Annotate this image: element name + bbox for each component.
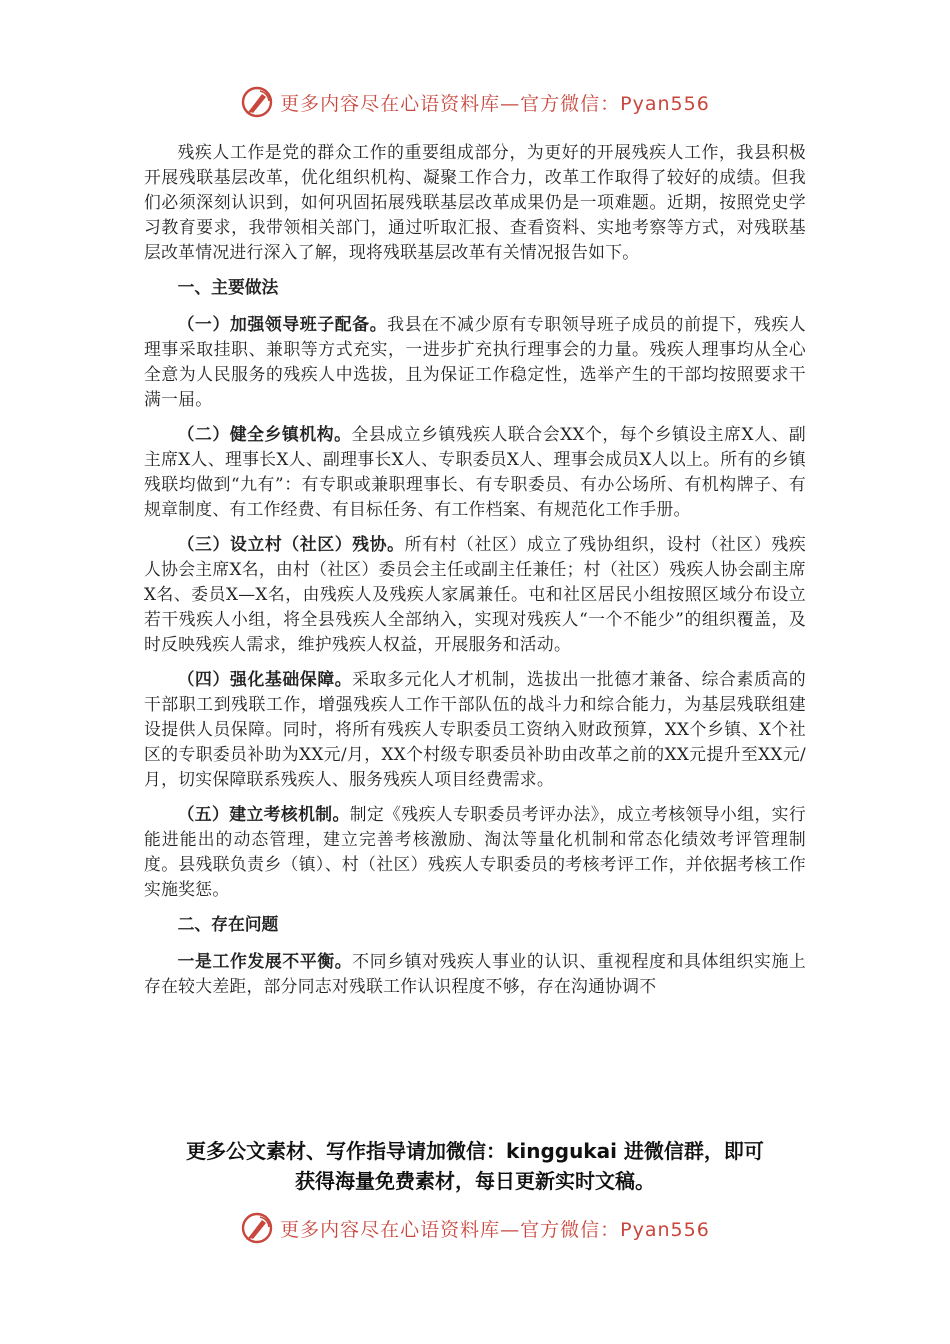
- intro-paragraph: 残疾人工作是党的群众工作的重要组成部分，为更好的开展残疾人工作，我县积极开展残联基层改革，优化组织机构、凝聚工作合力，改革工作取得了较好的成绩。但我们必须深刻认识到，如何巩固拓展残联基层改革成果仍是一项难题。近期，按照党史学习教育要求，我带领相关部门，通过听取汇报、查看资料、实地考察等方式，对残联基层改革情况进行深入了解，现将残联基层改革有关情况报告如下。: [144, 142, 806, 262]
- section1-item-5: [144, 802, 806, 902]
- item-lead: （二）健全乡镇机构。: [177, 424, 352, 444]
- item-text: 所有村（社区）成立了残协组织，设村（社区）残疾人协会主席X名，由村（社区）委员会主任或副主任兼任；村（社区）残疾人协会副主席X名、委员X—X名，由残疾人及残疾人家属兼任。屯和社区居民小组按照区域分布设立若干残疾人小组，将全县残疾人全部纳入，实现对残疾人“一个不能少”的组织覆盖，及时反映残疾人需求，维护残疾人权益，开展服务和活动。: [144, 534, 806, 654]
- item-lead: （一）加强领导班子配备。: [177, 314, 388, 334]
- section2-item-1: [144, 949, 806, 999]
- promo-notice: [0, 1136, 950, 1196]
- document-body: [144, 140, 806, 999]
- section1-item-2: [144, 422, 806, 522]
- item-lead: （四）强化基础保障。: [177, 669, 353, 689]
- footer-banner: [0, 1208, 950, 1248]
- section1-item-3: [144, 532, 806, 657]
- pen-logo-icon: [240, 85, 274, 119]
- promo-line-1: 更多公文素材、写作指导请加微信：kinggukai 进微信群，即可: [186, 1139, 764, 1163]
- pen-logo-icon: [240, 1211, 274, 1245]
- banner-wechat-id: Pyan556: [620, 92, 710, 115]
- banner-text: 更多内容尽在心语资料库—官方微信：Pyan556: [280, 92, 710, 115]
- header-banner: [0, 82, 950, 122]
- section2-heading: 二、存在问题: [177, 914, 279, 934]
- promo-line-2: 获得海量免费素材，每日更新实时文稿。: [295, 1169, 655, 1193]
- item-text: 全县成立乡镇残疾人联合会XX个，每个乡镇设主席X人、副主席X人、理事长X人、副理事长X人、专职委员X人、理事会成员X人以上。所有的乡镇残联均做到“九有”：有专职或兼职理事长、有专职委员、有办公场所、有机构牌子、有规章制度、有工作经费、有目标任务、有工作档案、有规范化工作手册。: [144, 424, 806, 519]
- item-text: 我县在不减少原有专职领导班子成员的前提下，残疾人理事采取挂职、兼职等方式充实，一进步扩充执行理事会的力量。残疾人理事均从全心全意为人民服务的残疾人中选拔，且为保证工作稳定性，选举产生的干部均按照要求干满一届。: [144, 314, 806, 409]
- item-text: 制定《残疾人专职委员考评办法》，成立考核领导小组，实行能进能出的动态管理，建立完善考核激励、淘汰等量化机制和常态化绩效考评管理制度。县残联负责乡（镇）、村（社区）残疾人专职委员的考核考评工作，并依据考核工作实施奖惩。: [144, 804, 806, 899]
- item-lead: 一是工作发展不平衡。: [177, 951, 353, 971]
- section1-heading: 一、主要做法: [177, 277, 279, 297]
- item-text: 不同乡镇对残疾人事业的认识、重视程度和具体组织实施上存在较大差距，部分同志对残联工作认识程度不够，存在沟通协调不: [144, 951, 806, 996]
- item-lead: （三）设立村（社区）残协。: [177, 534, 405, 554]
- item-lead: （五）建立考核机制。: [177, 804, 350, 824]
- section1-item-4: [144, 667, 806, 792]
- section1-item-1: [144, 312, 806, 412]
- item-text: 采取多元化人才机制，选拔出一批德才兼备、综合素质高的干部职工到残联工作，增强残疾人工作干部队伍的战斗力和综合能力，为基层残联组建设提供人员保障。同时，将所有残疾人专职委员工资纳入财政预算，XX个乡镇、X个社区的专职委员补助为XX元/月，XX个村级专职委员补助由改革之前的XX元提升至XX元/月，切实保障联系残疾人、服务残疾人项目经费需求。: [144, 669, 806, 789]
- banner-text: 更多内容尽在心语资料库—官方微信：Pyan556: [280, 1218, 710, 1241]
- banner-wechat-id: Pyan556: [620, 1218, 710, 1241]
